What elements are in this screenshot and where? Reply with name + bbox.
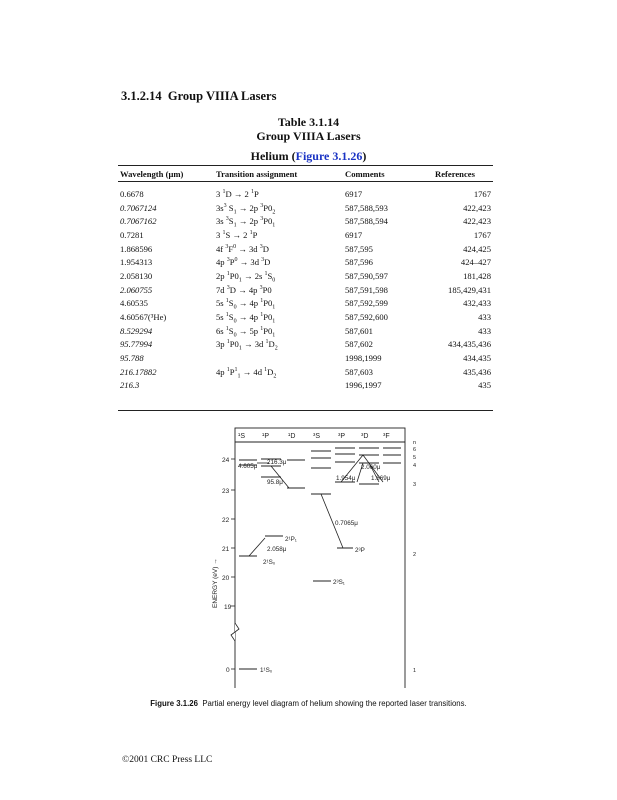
copyright: ©2001 CRC Press LLC — [122, 755, 213, 765]
figure-caption-label: Figure 3.1.26 — [150, 699, 198, 708]
yaxis-label: ENERGY (eV) → — [212, 558, 219, 608]
table-row — [118, 351, 493, 365]
cell-references: 433 — [478, 325, 491, 336]
cell-comments: 587,602 — [345, 339, 373, 350]
cell-wavelength: 2.060755 — [120, 284, 153, 295]
label-2060: 2.060μ — [361, 464, 381, 471]
table-row — [118, 255, 493, 269]
table-row — [118, 324, 493, 338]
subtitle-prefix: Helium ( — [250, 149, 296, 163]
cell-wavelength: 0.7281 — [120, 229, 144, 240]
table-bottom-rule — [118, 410, 493, 411]
subtitle-suffix: ) — [362, 149, 367, 163]
ytick-0: 0 — [226, 667, 230, 674]
cell-transition: 4p $^1P^1_1 \to 4d$ $^1D_2$ — [216, 366, 277, 380]
label-07065: 0.7065μ — [335, 520, 358, 527]
ytick-19: 19 — [224, 604, 232, 611]
table-top-rule — [118, 165, 493, 166]
cell-comments: 587,588,593 — [345, 202, 388, 213]
section-heading: Group VIIIA Lasers — [167, 89, 277, 103]
cell-comments: 6917 — [345, 229, 363, 240]
ytick-20: 20 — [222, 575, 230, 582]
cell-comments: 587,592,599 — [345, 298, 388, 309]
label-2163: 216.3μ — [267, 459, 287, 466]
cell-comments: 587,595 — [345, 243, 373, 254]
rhs-4: 4 — [413, 463, 417, 469]
header-transition: Transition assignment — [216, 169, 298, 179]
ytick-22: 22 — [222, 517, 230, 524]
col-3p-label: ³P — [338, 433, 345, 440]
cell-wavelength: 95.788 — [120, 353, 144, 364]
table-row — [118, 297, 493, 311]
cell-comments: 587,588,594 — [345, 216, 388, 227]
cell-comments: 587,603 — [345, 366, 373, 377]
cell-transition: 4p $^3P^0 \to 3d$ $^3$D — [216, 257, 271, 268]
cell-references: 181,428 — [463, 270, 491, 281]
table-row — [118, 201, 493, 215]
cell-wavelength: 216.17882 — [120, 366, 157, 377]
cell-references: 424,425 — [463, 243, 491, 254]
cell-transition: 5s $^1S_0 \to 4p$ $^1P0_1$ — [216, 298, 276, 312]
col-3d-label: ³D — [361, 433, 369, 440]
cell-transition: 4f $^3F^0 \to 3d$ $^3$D — [216, 243, 269, 254]
table-header-row — [118, 167, 493, 181]
figure-caption-text: Partial energy level diagram of helium showing the reported laser transitions. — [202, 699, 467, 708]
section-title — [121, 89, 276, 104]
figure-link[interactable]: Figure 3.1.26 — [295, 149, 363, 163]
cell-transition: 5s $^1S_0 \to 4p$ $^1P0_1$ — [216, 312, 276, 325]
cell-references: 185,429,431 — [448, 284, 491, 295]
table-row — [118, 242, 493, 256]
rhs-n: n — [413, 440, 417, 446]
cell-references: 435,436 — [463, 366, 491, 377]
cell-transition: 3 $^1$D → 2 $^1$P — [216, 188, 259, 199]
cell-transition: 2p $^1P0_1 \to 2s$ $^1S_0$ — [216, 270, 276, 284]
header-wavelength: Wavelength (μm) — [120, 169, 184, 179]
cell-wavelength: 4.60535 — [120, 298, 148, 309]
label-958: 95.8μ — [267, 479, 283, 486]
cell-references: 422,423 — [463, 216, 491, 227]
table-row — [118, 181, 493, 201]
cell-wavelength: 95.77994 — [120, 339, 153, 350]
cell-references: 1767 — [473, 188, 491, 199]
cell-comments: 587,601 — [345, 325, 373, 336]
header-references: References — [435, 169, 475, 179]
label-23s1: 2³S₁ — [333, 579, 345, 586]
label-21s0: 2¹S₀ — [263, 559, 276, 566]
cell-transition: 7d $^3$D → 4p $^3$P0 — [216, 284, 272, 295]
ytick-24: 24 — [222, 457, 230, 464]
table-number: Table 3.1.14 — [277, 115, 340, 129]
cell-transition — [216, 351, 345, 365]
label-2058: 2.058μ — [267, 546, 287, 553]
table-row — [118, 365, 493, 379]
table-subtitle — [0, 149, 617, 164]
section-number: 3.1.2.14 — [121, 89, 162, 103]
cell-wavelength: 4.60567(³He) — [120, 312, 167, 323]
table-row — [118, 228, 493, 242]
cell-transition: 3p $^1P0_1 \to 3d$ $^1D_2$ — [216, 339, 278, 353]
header-comments: Comments — [345, 169, 385, 179]
figure-caption — [0, 699, 617, 708]
cell-references: 434,435 — [463, 353, 491, 364]
col-1d-label: ¹D — [288, 433, 296, 440]
rhs-2: 2 — [413, 552, 417, 558]
cell-wavelength: 2.058130 — [120, 270, 153, 281]
cell-wavelength: 216.3 — [120, 380, 140, 391]
cell-transition: $3s^3$ $S_1 \to 2p$ $^3P0_2$ — [216, 202, 276, 216]
cell-comments: 587,596 — [345, 257, 373, 268]
rhs-6: 6 — [413, 447, 417, 453]
rhs-3: 3 — [413, 482, 417, 488]
cell-references: 424–427 — [460, 257, 491, 268]
cell-wavelength: 0.7067124 — [120, 202, 157, 213]
cell-references: 434,435,436 — [448, 339, 491, 350]
col-3s-label: ³S — [313, 433, 320, 440]
cell-references: 422,423 — [463, 202, 491, 213]
label-11s0: 1¹S₀ — [260, 667, 273, 674]
col-1p-label: ¹P — [262, 433, 269, 440]
cell-transition: 3 $^1$S → 2 $^1$P — [216, 229, 258, 240]
table-row — [118, 214, 493, 228]
table-caption — [0, 115, 617, 143]
label-4605: 4.605μ — [238, 463, 258, 470]
cell-references: 435 — [478, 380, 491, 391]
energy-level-diagram — [205, 418, 435, 688]
cell-wavelength: 0.7067162 — [120, 216, 157, 227]
label-1869: 1.869μ — [371, 475, 391, 482]
cell-comments: 1998,1999 — [345, 353, 382, 364]
table-row — [118, 283, 493, 297]
cell-wavelength: 1.954313 — [120, 257, 153, 268]
cell-comments: 587,590,597 — [345, 270, 388, 281]
cell-transition: 6s $^1S_0 \to 5p$ $^1P0_1$ — [216, 325, 276, 339]
cell-comments: 587,592,600 — [345, 312, 388, 323]
table-row — [118, 310, 493, 324]
cell-wavelength: 0.6678 — [120, 188, 144, 199]
label-1954: 1.954μ — [336, 475, 356, 482]
table-row — [118, 338, 493, 352]
cell-comments: 587,591,598 — [345, 284, 388, 295]
cell-comments: 1996,1997 — [345, 380, 382, 391]
ytick-21: 21 — [222, 546, 230, 553]
label-23p: 2³P — [355, 547, 365, 554]
cell-references: 1767 — [473, 229, 491, 240]
cell-transition — [216, 379, 345, 393]
table-title: Group VIIIA Lasers — [256, 129, 361, 143]
col-3f-label: ³F — [383, 433, 390, 440]
rhs-1: 1 — [413, 668, 417, 674]
rhs-5: 5 — [413, 455, 417, 461]
cell-wavelength: 8.529294 — [120, 325, 153, 336]
laser-table — [118, 167, 493, 392]
cell-references: 433 — [478, 312, 491, 323]
cell-comments: 6917 — [345, 188, 363, 199]
cell-wavelength: 1.868596 — [120, 243, 153, 254]
ytick-23: 23 — [222, 488, 230, 495]
cell-references: 432,433 — [463, 298, 491, 309]
table-row — [118, 269, 493, 283]
col-1s-label: ¹S — [238, 433, 245, 440]
table-row — [118, 379, 493, 393]
cell-transition: 3s $^3S_1 \to 2p$ $^3P0_1$ — [216, 216, 276, 229]
label-21p1: 2¹P₁ — [285, 536, 297, 543]
